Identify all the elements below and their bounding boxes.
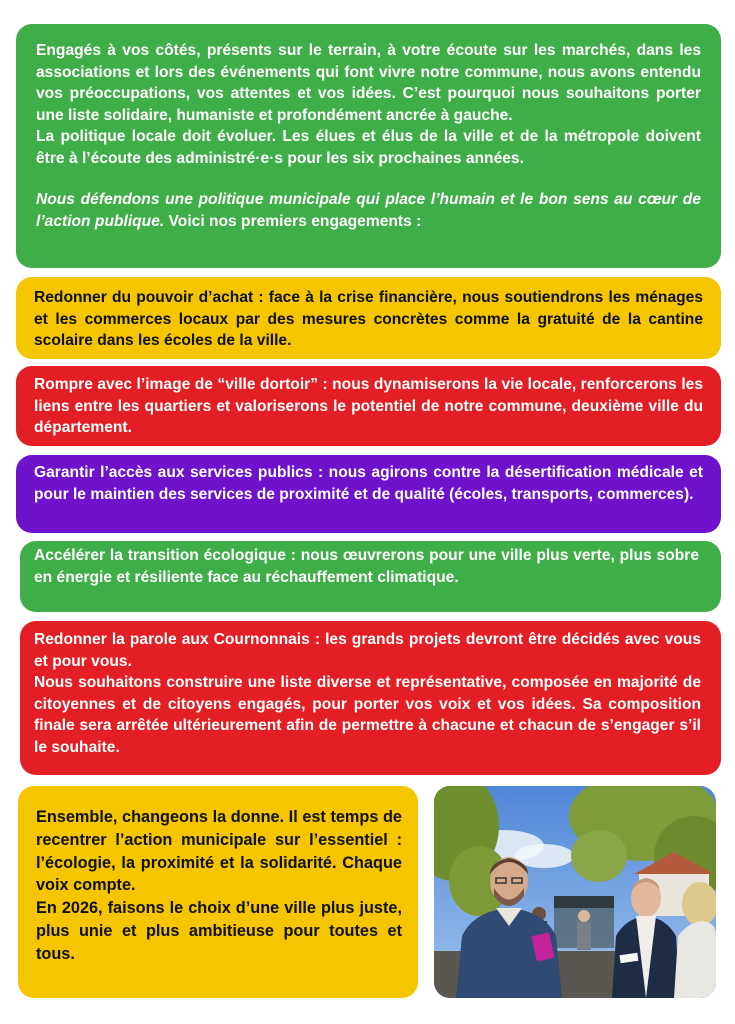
commitment-public-services: [16, 455, 721, 533]
commitment-purchasing-power: [16, 277, 721, 359]
intro-box: [16, 24, 721, 268]
closing-paragraph: Ensemble, changeons la donne. Il est temps de recentrer l’action municipale sur l’essentiel : l’écologie, la proximité et la solidarité. Chaque voix compte.: [36, 808, 402, 895]
market-scene-photo: [434, 786, 716, 998]
photo-illustration: [434, 786, 716, 998]
intro-paragraph: Engagés à vos côtés, présents sur le terrain, à votre écoute sur les marchés, dans les associations et lors des événements qui font vivre notre commune, nous avons entendu vos préoccupations, vos attentes et vos idées. C’est pourquoi nous souhaitons porter une liste solidaire, humaniste et profondément ancrée à gauche.: [36, 42, 701, 124]
commitment-text: Redonner du pouvoir d’achat : face à la crise financière, nous soutiendrons les ménages et les commerces locaux par des mesures concrètes comme la gratuité de la cantine scolaire dans les écoles de la ville.: [34, 289, 703, 349]
commitment-extra-text: Nous souhaitons construire une liste diverse et représentative, composée en majorité de citoyennes et de citoyens engagés, pour porter vos voix et vos idées. Sa composition finale sera arrêtée ultérieurement afin de permettre à chacune et chacun de s’engager s’il le souhaite.: [34, 674, 701, 756]
commitment-local-life: [16, 366, 721, 446]
commitment-text: Rompre avec l’image de “ville dortoir” : nous dynamiserons la vie locale, renforcerons les liens entre les quartiers et valoriserons le potentiel de notre commune, deuxième ville du département.: [34, 376, 703, 436]
commitment-citizen-voice: [20, 621, 721, 775]
commitment-text: Garantir l’accès aux services publics : nous agirons contre la désertification médicale et pour le maintien des services de proximité et de qualité (écoles, transports, commerces).: [34, 464, 703, 503]
intro-lead-in: Voici nos premiers engagements :: [164, 212, 422, 230]
intro-italic-statement: Nous défendons une politique municipale qui place l’humain et le bon sens au cœur de l’action publique.: [36, 191, 701, 230]
commitment-text: Redonner la parole aux Cournonnais : les grands projets devront être décidés avec vous et pour vous.: [34, 631, 701, 670]
intro-commitment-lead: [36, 189, 701, 232]
commitment-ecological-transition: [20, 541, 721, 612]
commitment-text: Accélérer la transition écologique : nous œuvrerons pour une ville plus verte, plus sobre en énergie et résiliente face au réchauffement climatique.: [34, 547, 699, 586]
closing-paragraph: En 2026, faisons le choix d’une ville plus juste, plus unie et plus ambitieuse pour toutes et tous.: [36, 899, 402, 963]
closing-box: [18, 786, 418, 998]
intro-paragraph: La politique locale doit évoluer. Les élues et élus de la ville et de la métropole doivent être à l’écoute des administré·e·s pour les six prochaines années.: [36, 128, 701, 167]
